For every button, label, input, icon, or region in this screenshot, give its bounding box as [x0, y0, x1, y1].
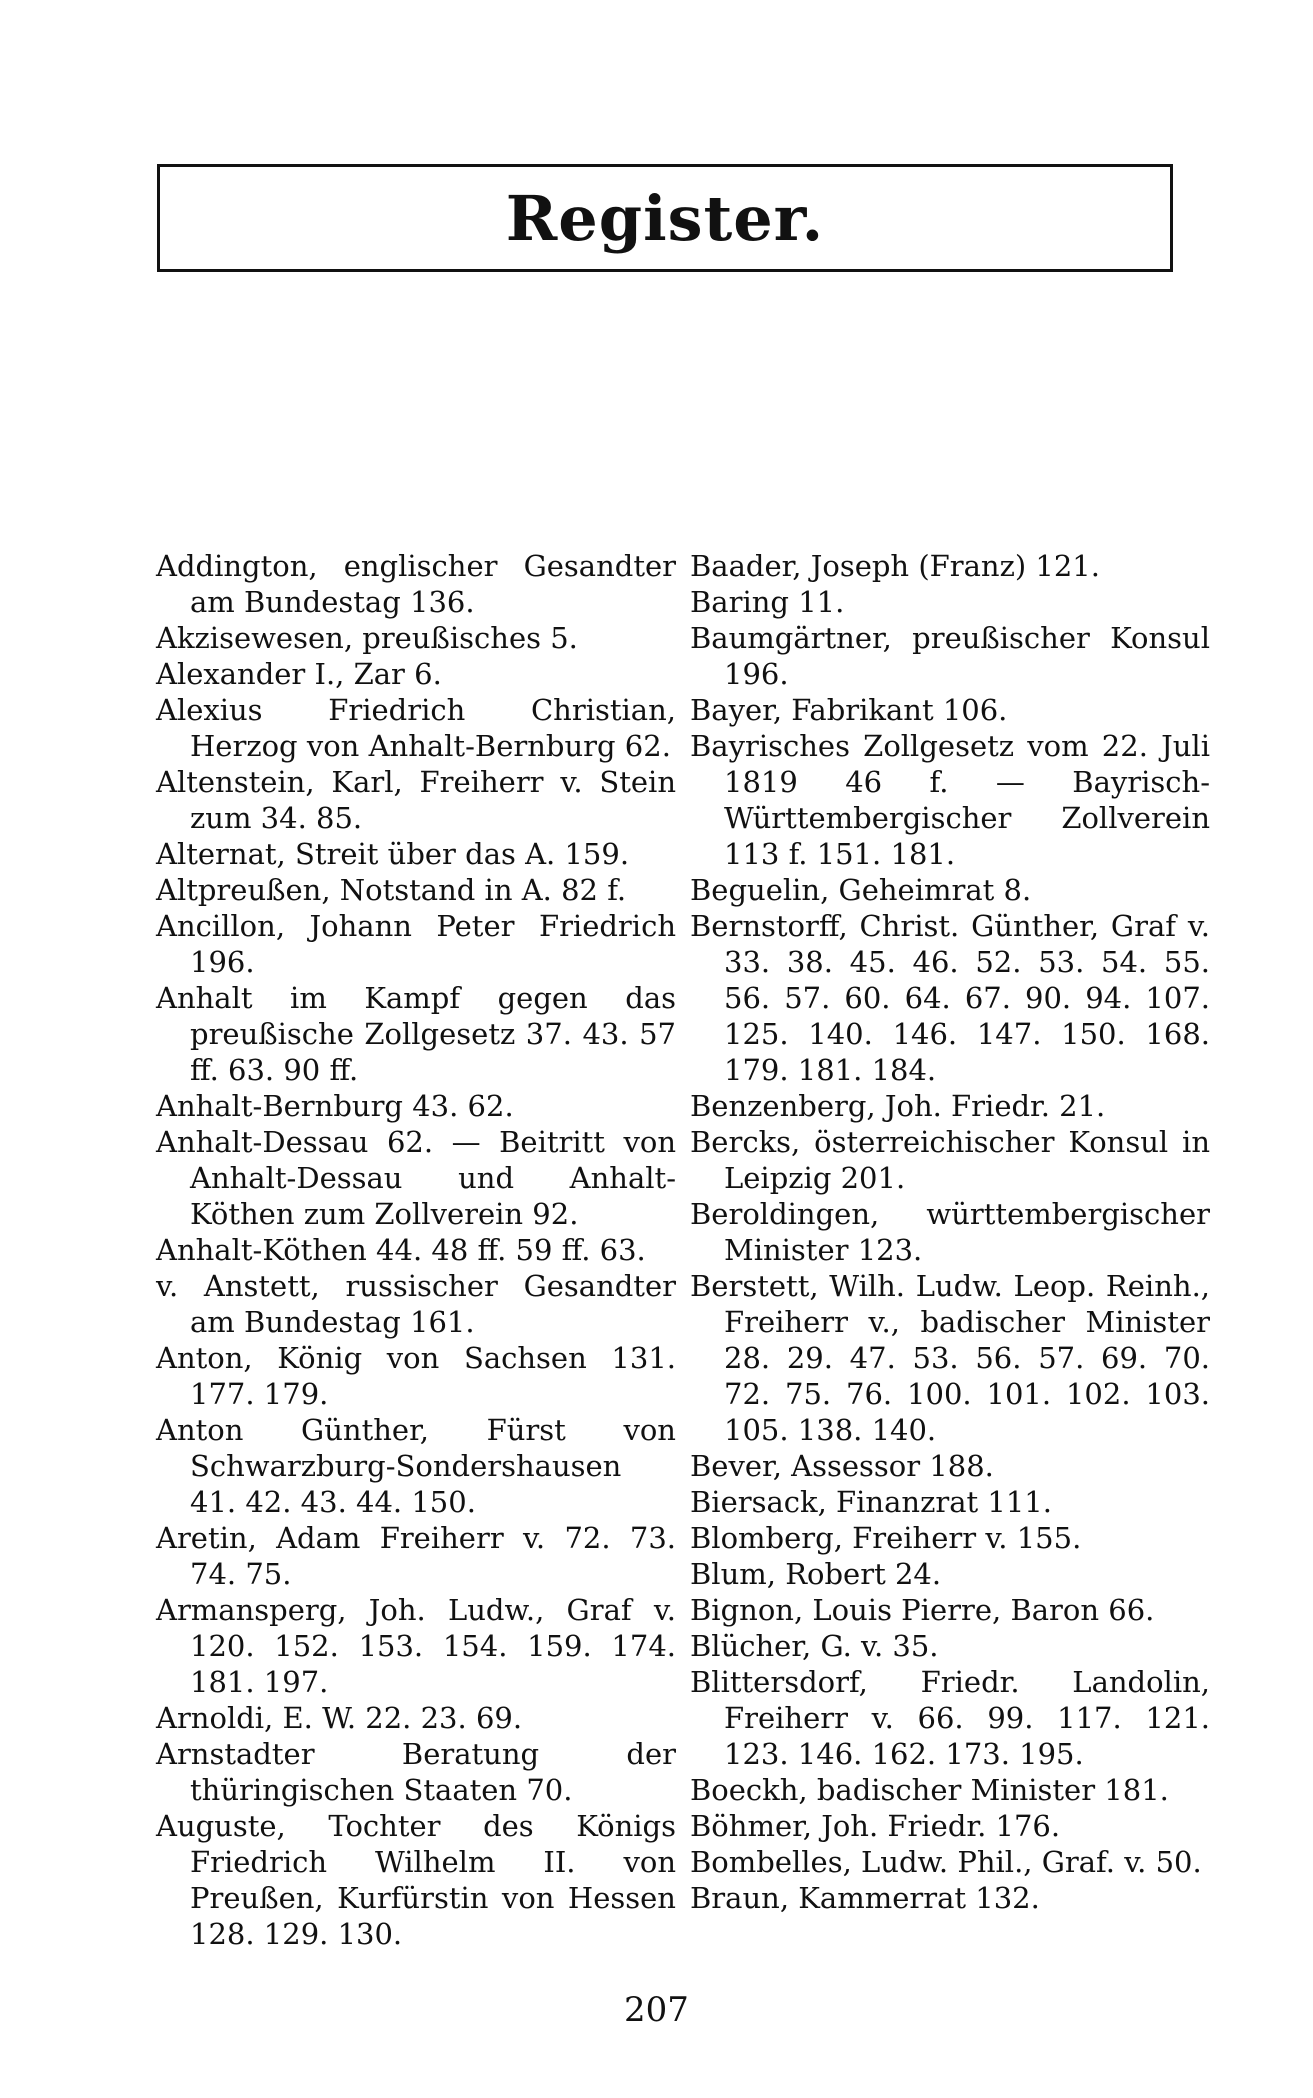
register-entry: Blomberg, Freiherr v. 155. [690, 1521, 1082, 1555]
register-entry: Anton Günther, Fürst von Schwarzburg-Sondershausen 41. 42. 43. 44. 150. [156, 1413, 676, 1519]
register-entry: Bever, Assessor 188. [690, 1449, 994, 1483]
page-title: Register. [505, 181, 825, 255]
register-entry: Bombelles, Ludw. Phil., Graf. v. 50. [690, 1845, 1202, 1879]
title-box [157, 164, 1173, 272]
register-entry: Bayer, Fabrikant 106. [690, 693, 1008, 727]
register-entry: Benzenberg, Joh. Friedr. 21. [690, 1089, 1106, 1123]
register-entry: Beguelin, Geheimrat 8. [690, 873, 1032, 907]
register-entry: Bercks, österreichischer Konsul in Leipzig 201. [690, 1125, 1210, 1195]
register-entry: Baumgärtner, preußischer Konsul 196. [690, 621, 1210, 691]
register-entry: Altenstein, Karl, Freiherr v. Stein zum 34. 85. [156, 765, 676, 835]
register-entry: Bernstorff, Christ. Günther, Graf v. 33. 38. 45. 46. 52. 53. 54. 55. 56. 57. 60. 64. 67. 90. 94. 107. 125. 140. 146. 147. 150. 168. 179. 181. 184. [690, 909, 1210, 1087]
register-entry: Baring 11. [690, 585, 845, 619]
register-entry: Akzisewesen, preußisches 5. [156, 621, 578, 655]
register-entry: Ancillon, Johann Peter Friedrich 196. [156, 909, 676, 979]
register-entry: Bignon, Louis Pierre, Baron 66. [690, 1593, 1155, 1627]
register-entry: Arnstadter Beratung der thüringischen Staaten 70. [156, 1737, 676, 1807]
register-entry: Anhalt-Köthen 44. 48 ff. 59 ff. 63. [156, 1233, 646, 1267]
register-entry: Berstett, Wilh. Ludw. Leop. Reinh., Freiherr v., badischer Minister 28. 29. 47. 53. 56. 57. 69. 70. 72. 75. 76. 100. 101. 102. 103. 105. 138. 140. [690, 1269, 1210, 1447]
register-entry: Auguste, Tochter des Königs Friedrich Wilhelm II. von Preußen, Kurfürstin von Hessen 128. 129. 130. [156, 1809, 676, 1951]
register-entry: Aretin, Adam Freiherr v. 72. 73. 74. 75. [156, 1521, 676, 1591]
register-entry: Bayrisches Zollgesetz vom 22. Juli 1819 46 f. — Bayrisch-Württembergischer Zollverein 113 f. 151. 181. [690, 729, 1210, 871]
register-entry: Böhmer, Joh. Friedr. 176. [690, 1809, 1061, 1843]
register-entry: Anhalt-Dessau 62. — Beitritt von Anhalt-Dessau und Anhalt-Köthen zum Zollverein 92. [156, 1125, 676, 1231]
register-entry: Anhalt im Kampf gegen das preußische Zollgesetz 37. 43. 57 ff. 63. 90 ff. [156, 981, 676, 1087]
register-entry: Alternat, Streit über das A. 159. [156, 837, 630, 871]
register-entry: Boeckh, badischer Minister 181. [690, 1773, 1169, 1807]
register-entry: Altpreußen, Notstand in A. 82 f. [156, 873, 627, 907]
register-left-column [156, 548, 676, 1952]
register-entry: Biersack, Finanzrat 111. [690, 1485, 1052, 1519]
register-entry: Beroldingen, württembergischer Minister 123. [690, 1197, 1210, 1267]
register-right-column [690, 548, 1210, 1916]
register-entry: Blittersdorf, Friedr. Landolin, Freiherr v. 66. 99. 117. 121. 123. 146. 162. 173. 195. [690, 1665, 1210, 1771]
register-entry: Addington, englischer Gesandter am Bundestag 136. [156, 549, 676, 619]
register-entry: Braun, Kammerrat 132. [690, 1881, 1040, 1915]
register-entry: Blücher, G. v. 35. [690, 1629, 939, 1663]
register-entry: v. Anstett, russischer Gesandter am Bundestag 161. [156, 1269, 676, 1339]
register-entry: Anton, König von Sachsen 131. 177. 179. [156, 1341, 676, 1411]
register-entry: Alexius Friedrich Christian, Herzog von Anhalt-Bernburg 62. [156, 693, 676, 763]
register-entry: Arnoldi, E. W. 22. 23. 69. [156, 1701, 523, 1735]
register-entry: Blum, Robert 24. [690, 1557, 942, 1591]
register-entry: Anhalt-Bernburg 43. 62. [156, 1089, 514, 1123]
register-entry: Armansperg, Joh. Ludw., Graf v. 120. 152. 153. 154. 159. 174. 181. 197. [156, 1593, 676, 1699]
register-entry: Alexander I., Zar 6. [156, 657, 442, 691]
page-number: 207 [624, 1990, 689, 2030]
register-entry: Baader, Joseph (Franz) 121. [690, 549, 1100, 583]
